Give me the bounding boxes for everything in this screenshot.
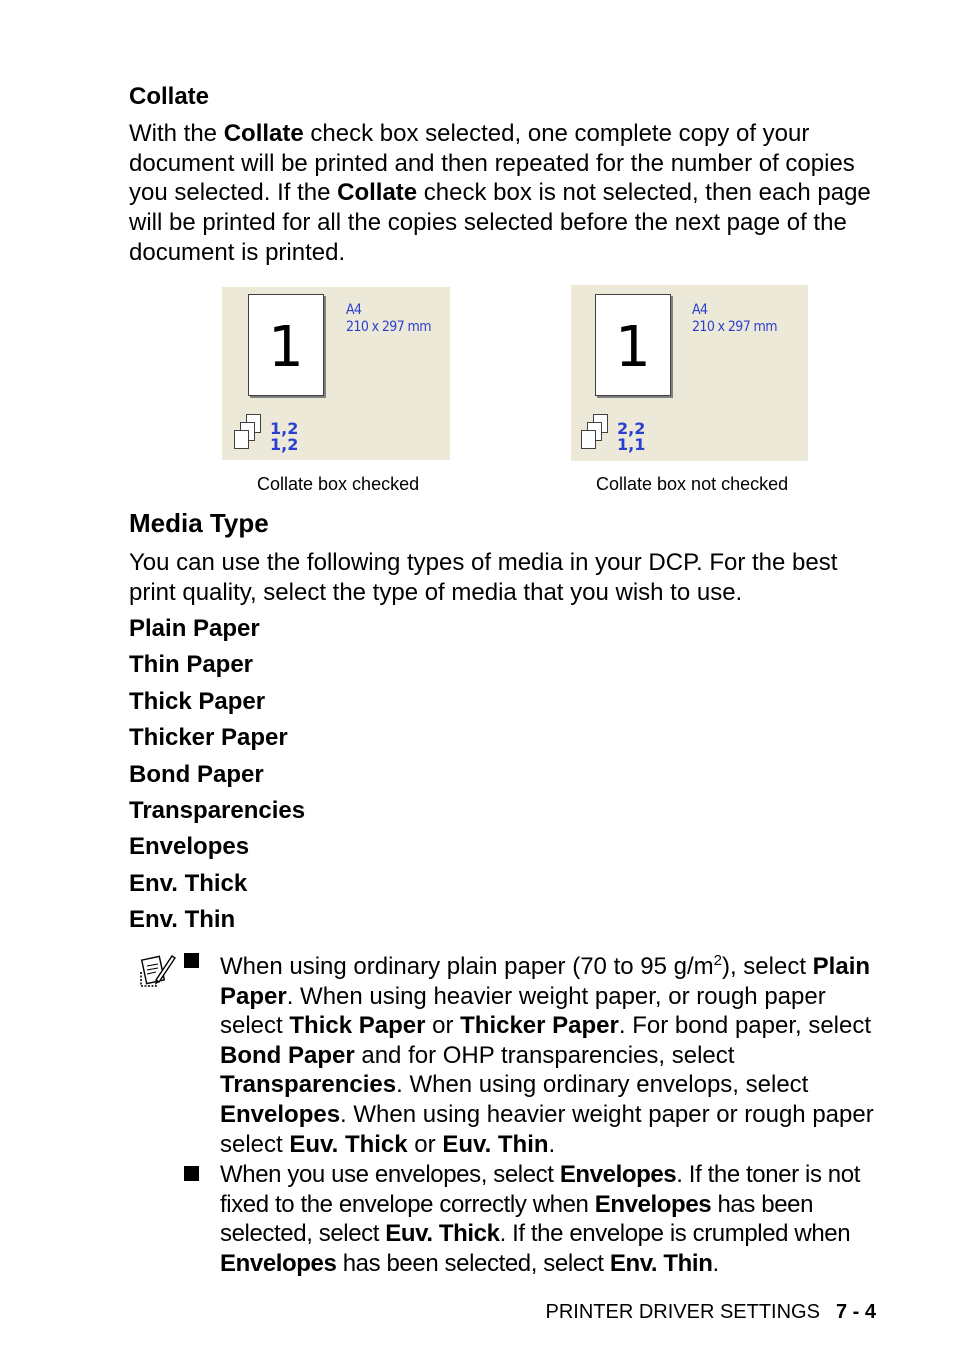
page-number: 1 bbox=[268, 315, 304, 380]
collate-heading: Collate bbox=[129, 83, 210, 110]
note-item: When using ordinary plain paper (70 to 95 $g/m^2$), select Plain Paper. When using heavier weight paper, or rough paper select Thick Paper or Thicker Paper. For bond paper, select Bond Paper and for OHP transparencies, select Transparencies. When using ordinary envelops, select Envelopes. When using heavier weight paper or rough paper select Euv. Thick or Euv. Thin. bbox=[220, 952, 874, 1158]
media-type-paragraph: You can use the following types of media in your DCP. For the best print quality, select the type of media that you wish to use. bbox=[129, 549, 838, 606]
media-type-item: Thick Paper bbox=[129, 687, 266, 715]
collate-paragraph: With the Collate check box selected, one complete copy of your document will be printed and then repeated for the number of copies you selected. If the Collate check box is not selected, then each page will be printed for all the copies selected before the next page of the document is printed. bbox=[129, 120, 871, 266]
paper-name: A4 bbox=[692, 302, 708, 318]
paper-dimensions: 210 x 297 mm bbox=[346, 319, 431, 335]
media-type-item: Thin Paper bbox=[129, 651, 254, 679]
collate-unchecked-figure bbox=[571, 285, 808, 461]
media-type-item: Transparencies bbox=[129, 796, 306, 824]
copy-order bbox=[270, 421, 298, 453]
note-item: When you use envelopes, select Envelopes. If the toner is not fixed to the envelope correctly when Envelopes has been selected, select Euv. Thick. If the envelope is crumpled when Envelopes has been selected, select Env. Thin. bbox=[220, 1161, 860, 1277]
figure-caption-unchecked: Collate box not checked bbox=[596, 474, 789, 494]
square-bullet-icon bbox=[184, 953, 199, 968]
paper-size-label bbox=[346, 302, 431, 336]
media-type-item: Envelopes bbox=[129, 833, 250, 861]
copy-order-bottom: 1,1 bbox=[617, 435, 646, 454]
media-type-item: Thicker Paper bbox=[129, 724, 288, 752]
copy-order-top: 1,2 bbox=[270, 419, 299, 438]
page-preview bbox=[248, 294, 324, 396]
media-type-item: Plain Paper bbox=[129, 615, 260, 642]
media-type-item: Env. Thick bbox=[129, 869, 248, 897]
page-footer bbox=[545, 1301, 876, 1324]
page-number: 1 bbox=[615, 315, 651, 380]
footer-page-number: 7 - 4 bbox=[835, 1301, 876, 1323]
figure-caption-checked: Collate box checked bbox=[257, 474, 420, 494]
copy-order-bottom: 1,2 bbox=[270, 435, 299, 454]
media-type-item: Env. Thin bbox=[129, 906, 236, 934]
note-pencil-icon bbox=[138, 950, 178, 990]
media-type-list bbox=[129, 611, 305, 939]
media-type-heading: Media Type bbox=[129, 508, 269, 538]
copies-stack-icon bbox=[579, 412, 609, 452]
copy-order-top: 2,2 bbox=[617, 419, 646, 438]
paper-dimensions: 210 x 297 mm bbox=[692, 319, 777, 335]
media-type-item: Bond Paper bbox=[129, 760, 264, 788]
page-preview bbox=[595, 294, 671, 396]
copies-stack-icon bbox=[232, 412, 262, 452]
collate-checked-figure bbox=[222, 287, 450, 460]
footer-section: PRINTER DRIVER SETTINGS bbox=[545, 1301, 820, 1323]
square-bullet-icon bbox=[184, 1166, 199, 1181]
copy-order bbox=[617, 421, 645, 453]
paper-name: A4 bbox=[346, 302, 362, 318]
paper-size-label bbox=[692, 302, 777, 336]
